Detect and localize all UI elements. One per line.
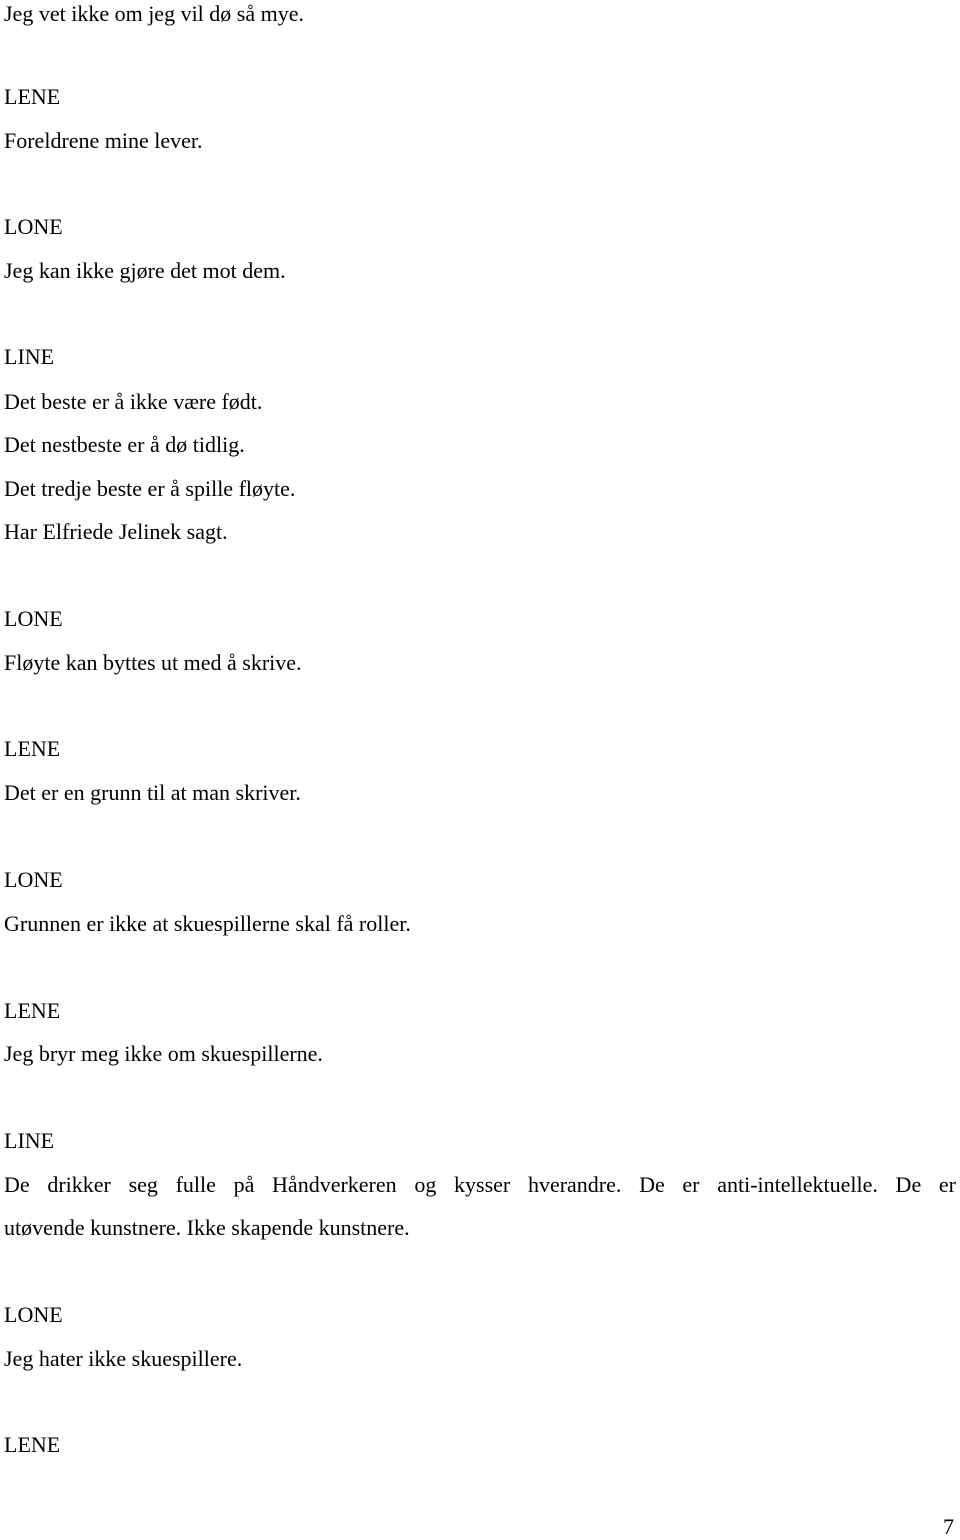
dialogue-line: Det beste er å ikke være født. <box>4 389 263 414</box>
speaker-name: LINE <box>4 344 55 369</box>
dialogue-line: utøvende kunstnere. Ikke skapende kunstnere. <box>4 1215 410 1240</box>
dialogue-line: Jeg kan ikke gjøre det mot dem. <box>4 258 286 283</box>
dialogue-line: Grunnen er ikke at skuespillerne skal få roller. <box>4 911 411 936</box>
speaker-name: LENE <box>4 998 61 1023</box>
speaker-name: LENE <box>4 84 61 109</box>
speaker-name: LENE <box>4 1432 61 1457</box>
speaker-name: LONE <box>4 214 63 239</box>
speaker-name: LONE <box>4 1302 63 1327</box>
speaker-name: LONE <box>4 867 63 892</box>
dialogue-line: Det tredje beste er å spille fløyte. <box>4 476 296 501</box>
dialogue-line: Det nestbeste er å dø tidlig. <box>4 432 245 457</box>
dialogue-line: Jeg bryr meg ikke om skuespillerne. <box>4 1041 323 1066</box>
dialogue-line: De drikker seg fulle på Håndverkeren og kysser hverandre. De er anti-intellektuelle. De er <box>4 1172 956 1197</box>
dialogue-line: Foreldrene mine lever. <box>4 128 203 153</box>
dialogue-line: Jeg hater ikke skuespillere. <box>4 1346 243 1371</box>
dialogue-line: Jeg vet ikke om jeg vil dø så mye. <box>4 1 304 26</box>
speaker-name: LONE <box>4 606 63 631</box>
dialogue-line: Har Elfriede Jelinek sagt. <box>4 519 228 544</box>
dialogue-line: Det er en grunn til at man skriver. <box>4 780 301 805</box>
speaker-name: LENE <box>4 736 61 761</box>
page-number: 7 <box>943 1514 954 1539</box>
dialogue-line: Fløyte kan byttes ut med å skrive. <box>4 650 302 675</box>
speaker-name: LINE <box>4 1128 55 1153</box>
